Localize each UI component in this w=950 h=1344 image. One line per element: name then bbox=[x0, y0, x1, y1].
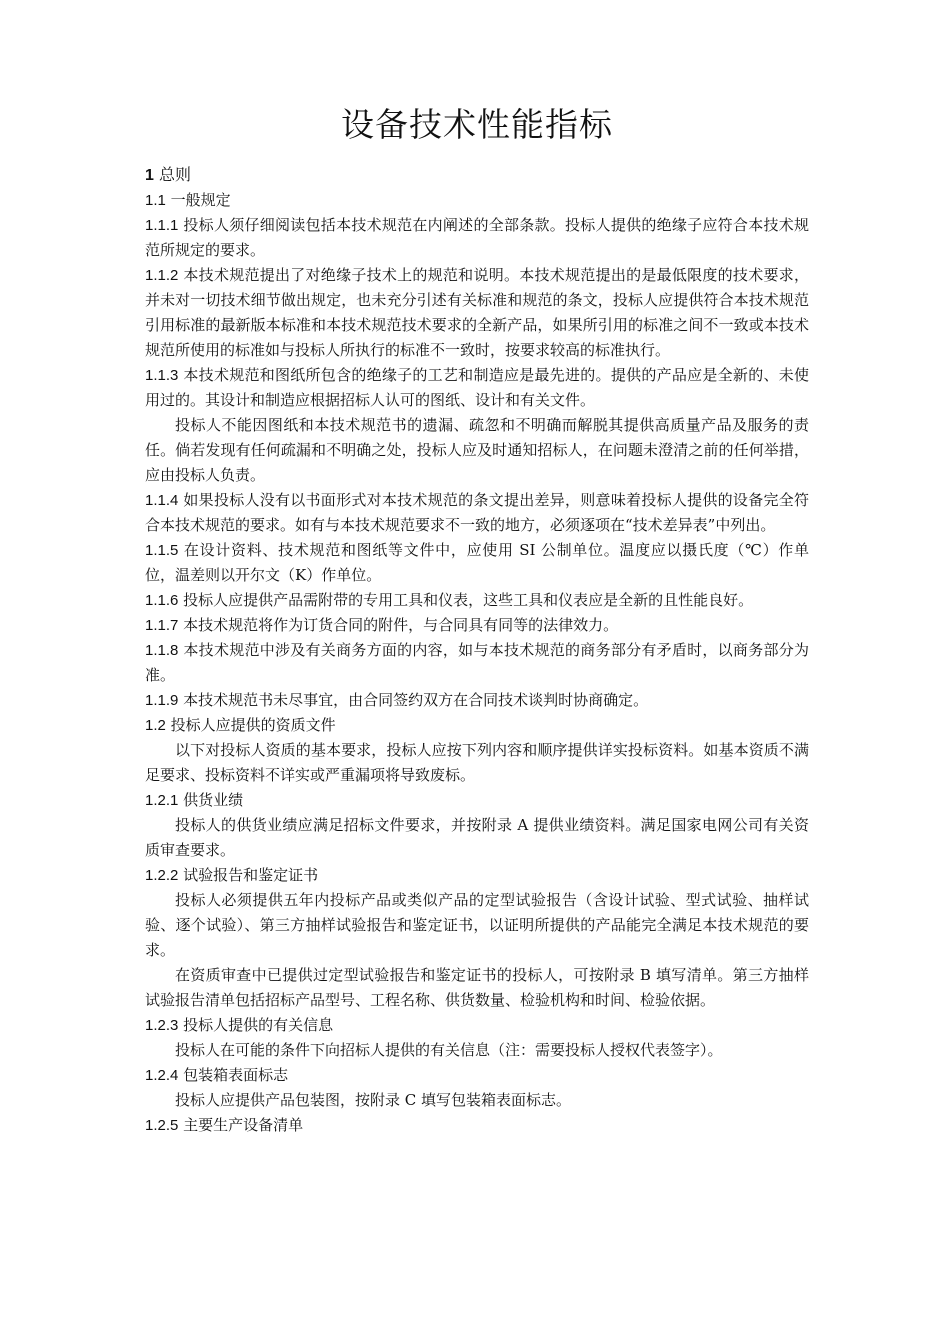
clause-number: 1.1.4 bbox=[145, 492, 179, 509]
document-body bbox=[145, 162, 809, 1138]
paragraph-1-1-2 bbox=[145, 263, 809, 363]
clause-text: 本技术规范和图纸所包含的绝缘子的工艺和制造应是最先进的。提供的产品应是全新的、未使用过的。其设计和制造应根据招标人认可的图纸、设计和有关文件。 bbox=[145, 366, 809, 409]
section-heading-1-2-1 bbox=[145, 788, 809, 813]
clause-text: 投标人应提供产品需附带的专用工具和仪表，这些工具和仪表应是全新的且性能良好。 bbox=[183, 591, 754, 609]
section-title: 供货业绩 bbox=[183, 791, 244, 809]
clause-number: 1.1.5 bbox=[145, 542, 179, 559]
paragraph-1-1-1 bbox=[145, 213, 809, 263]
paragraph-1-2-4: 投标人应提供产品包装图，按附录 C 填写包装箱表面标志。 bbox=[175, 1091, 572, 1109]
clause-text: 投标人须仔细阅读包括本技术规范在内阐述的全部条款。投标人提供的绝缘子应符合本技术规范所规定的要求。 bbox=[145, 216, 809, 259]
section-title: 总则 bbox=[159, 165, 192, 184]
section-title: 投标人提供的有关信息 bbox=[183, 1016, 334, 1034]
document-title: 设备技术性能指标 bbox=[341, 105, 613, 144]
section-heading-1-2 bbox=[145, 713, 809, 738]
paragraph-1-1-8 bbox=[145, 638, 809, 688]
clause-number: 1.1.9 bbox=[145, 692, 179, 709]
paragraph-1-1-3 bbox=[145, 363, 809, 413]
paragraph-1-1-6 bbox=[145, 588, 809, 613]
clause-text: 本技术规范书未尽事宜，由合同签约双方在合同技术谈判时协商确定。 bbox=[183, 691, 649, 709]
clause-number: 1.1.1 bbox=[145, 217, 179, 234]
section-number: 1 bbox=[145, 167, 154, 184]
section-heading-1-2-4 bbox=[145, 1063, 809, 1088]
clause-number: 1.1.7 bbox=[145, 617, 179, 634]
clause-text: 本技术规范中涉及有关商务方面的内容，如与本技术规范的商务部分有矛盾时，以商务部分为准。 bbox=[145, 641, 809, 684]
section-heading-1-2-3 bbox=[145, 1013, 809, 1038]
clause-text: 本技术规范将作为订货合同的附件，与合同具有同等的法律效力。 bbox=[183, 616, 619, 634]
paragraph-1-1-4 bbox=[145, 488, 809, 538]
section-title: 一般规定 bbox=[170, 191, 231, 209]
clause-number: 1.1.6 bbox=[145, 592, 179, 609]
section-heading-1-2-5 bbox=[145, 1113, 809, 1138]
section-number: 1.2.5 bbox=[145, 1117, 179, 1134]
clause-text: 在设计资料、技术规范和图纸等文件中，应使用 SI 公制单位。温度应以摄氏度（℃）作单位，温差则以开尔文（K）作单位。 bbox=[145, 541, 809, 584]
section-title: 包装箱表面标志 bbox=[183, 1066, 289, 1084]
paragraph-1-1-7 bbox=[145, 613, 809, 638]
section-number: 1.2.1 bbox=[145, 792, 179, 809]
paragraph-1-2-2-b: 在资质审查中已提供过定型试验报告和鉴定证书的投标人，可按附录 B 填写清单。第三方抽样试验报告清单包括招标产品型号、工程名称、供货数量、检验机构和时间、检验依据。 bbox=[145, 966, 809, 1009]
paragraph-1-2: 以下对投标人资质的基本要求，投标人应按下列内容和顺序提供详实投标资料。如基本资质不满足要求、投标资料不详实或严重漏项将导致废标。 bbox=[145, 741, 809, 784]
section-number: 1.1 bbox=[145, 192, 166, 209]
clause-number: 1.1.2 bbox=[145, 267, 179, 284]
section-heading-1-2-2 bbox=[145, 863, 809, 888]
section-heading-1 bbox=[145, 162, 809, 188]
section-number: 1.2.4 bbox=[145, 1067, 179, 1084]
section-number: 1.2 bbox=[145, 717, 166, 734]
paragraph-1-1-3-continued: 投标人不能因图纸和本技术规范书的遗漏、疏忽和不明确而解脱其提供高质量产品及服务的责任。倘若发现有任何疏漏和不明确之处，投标人应及时通知招标人，在问题未澄清之前的任何举措，应由投标人负责。 bbox=[145, 416, 809, 484]
paragraph-1-2-2-a: 投标人必须提供五年内投标产品或类似产品的定型试验报告（含设计试验、型式试验、抽样试验、逐个试验）、第三方抽样试验报告和鉴定证书，以证明所提供的产品能完全满足本技术规范的要求。 bbox=[145, 891, 809, 959]
paragraph-1-2-1: 投标人的供货业绩应满足招标文件要求，并按附录 A 提供业绩资料。满足国家电网公司有关资质审查要求。 bbox=[145, 816, 809, 859]
paragraph-1-1-9 bbox=[145, 688, 809, 713]
section-title: 主要生产设备清单 bbox=[183, 1116, 304, 1134]
clause-number: 1.1.3 bbox=[145, 367, 179, 384]
section-heading-1-1 bbox=[145, 188, 809, 213]
section-title: 试验报告和鉴定证书 bbox=[183, 866, 319, 884]
section-title: 投标人应提供的资质文件 bbox=[170, 716, 336, 734]
paragraph-1-2-3: 投标人在可能的条件下向招标人提供的有关信息（注：需要投标人授权代表签字）。 bbox=[175, 1041, 723, 1059]
clause-text: 如果投标人没有以书面形式对本技术规范的条文提出差异，则意味着投标人提供的设备完全符合本技术规范的要求。如有与本技术规范要求不一致的地方，必须逐项在“技术差异表”中列出。 bbox=[145, 491, 809, 534]
section-number: 1.2.3 bbox=[145, 1017, 179, 1034]
paragraph-1-1-5 bbox=[145, 538, 809, 588]
clause-text: 本技术规范提出了对绝缘子技术上的规范和说明。本技术规范提出的是最低限度的技术要求，并未对一切技术细节做出规定，也未充分引述有关标准和规范的条文，投标人应提供符合本技术规范引用标准的最新版本标准和本技术规范技术要求的全新产品，如果所引用的标准之间不一致或本技术规范所使用的标准如与投标人所执行的标准不一致时，按要求较高的标准执行。 bbox=[145, 266, 809, 359]
clause-number: 1.1.8 bbox=[145, 642, 179, 659]
section-number: 1.2.2 bbox=[145, 867, 179, 884]
